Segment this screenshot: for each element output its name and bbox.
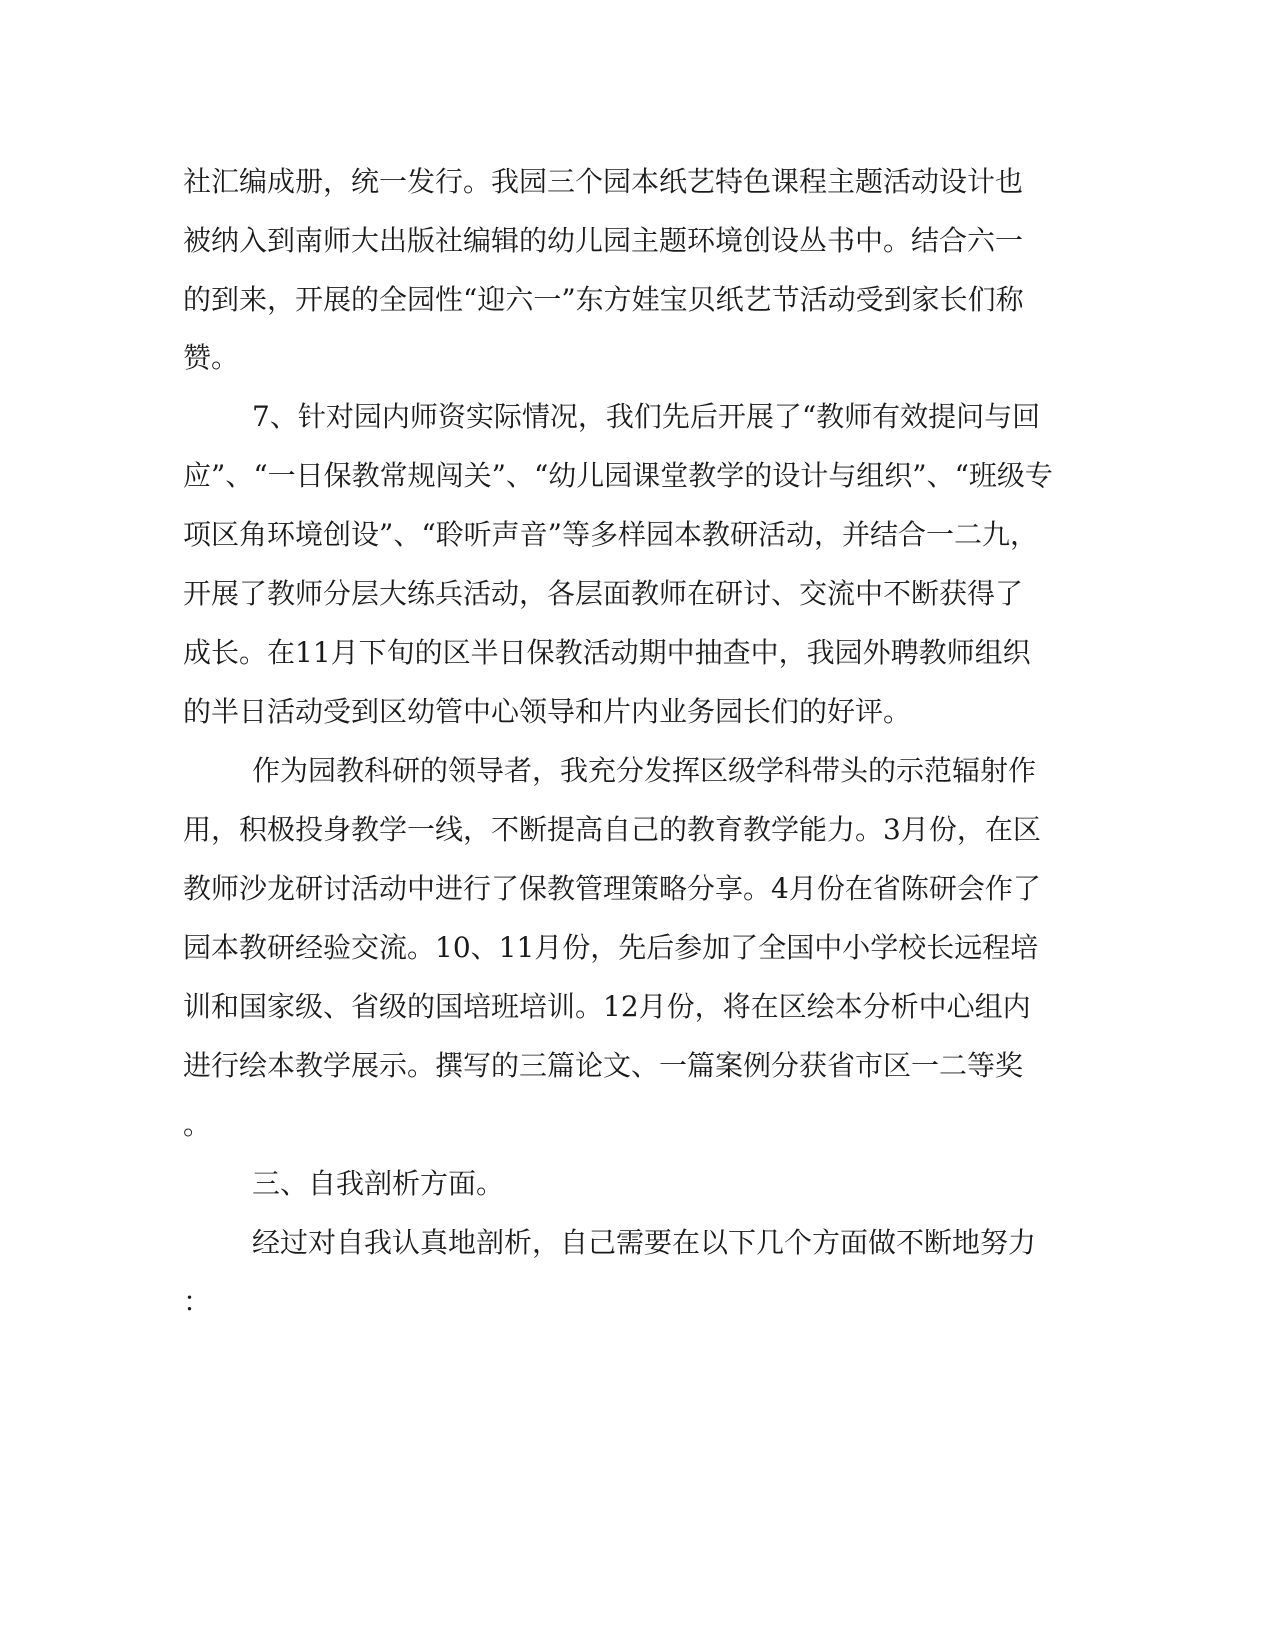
text-line: 园本教研经验交流。10、11月份，先后参加了全国中小学校长远程培 <box>183 931 1039 964</box>
text-line: 用，积极投身教学一线，不断提高自己的教育教学能力。3月份，在区 <box>183 813 1041 846</box>
text-line: 的半日活动受到区幼管中心领导和片内业务园长们的好评。 <box>183 695 912 728</box>
text-line: ： <box>183 1285 212 1318</box>
text-line: 项区角环境创设”、“聆听声音”等多样园本教研活动，并结合一二九， <box>183 518 1038 551</box>
section-heading: 三、自我剖析方面。 <box>252 1167 505 1200</box>
text-line: 的到来，开展的全园性“迎六一”东方娃宝贝纸艺节活动受到家长们称 <box>183 283 1024 316</box>
text-line: 赞。 <box>183 341 240 374</box>
text-line: 进行绘本教学展示。撰写的三篇论文、一篇案例分获省市区一二等奖 <box>183 1049 1024 1082</box>
text-line: 被纳入到南师大出版社编辑的幼儿园主题环境创设丛书中。结合六一 <box>183 224 1024 257</box>
text-line: 教师沙龙研讨活动中进行了保教管理策略分享。4月份在省陈研会作了 <box>183 872 1041 905</box>
text-line: 社汇编成册，统一发行。我园三个园本纸艺特色课程主题活动设计也 <box>183 165 1024 198</box>
paragraph-start: 作为园教科研的领导者，我充分发挥区级学科带头的示范辐射作 <box>252 754 1037 787</box>
text-line: 。 <box>183 1108 212 1141</box>
text-line: 开展了教师分层大练兵活动，各层面教师在研讨、交流中不断获得了 <box>183 577 1024 610</box>
text-line: 应”、“一日保教常规闯关”、“幼儿园课堂教学的设计与组织”、“班级专 <box>183 459 1053 492</box>
paragraph-start: 7、针对园内师资实际情况，我们先后开展了“教师有效提问与回 <box>252 400 1041 433</box>
text-line: 训和国家级、省级的国培班培训。12月份，将在区绘本分析中心组内 <box>183 990 1031 1023</box>
paragraph-start: 经过对自我认真地剖析，自己需要在以下几个方面做不断地努力 <box>252 1226 1037 1259</box>
text-line: 成长。在11月下旬的区半日保教活动期中抽查中，我园外聘教师组织 <box>183 636 1031 669</box>
